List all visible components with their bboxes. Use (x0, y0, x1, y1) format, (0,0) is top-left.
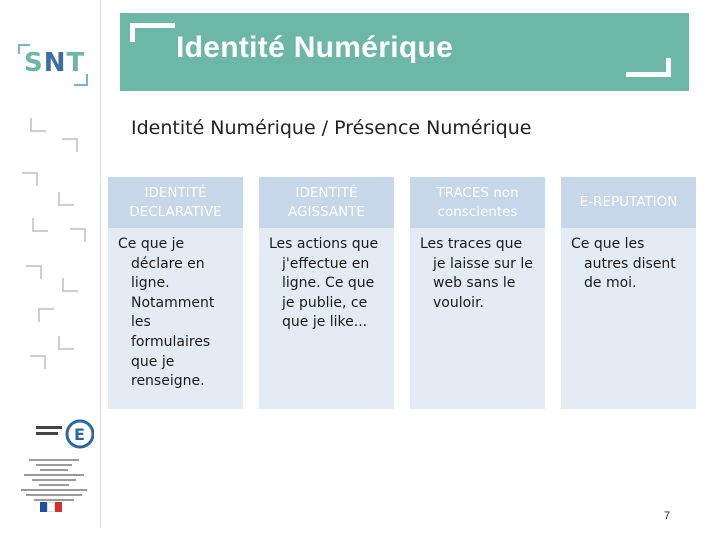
snt-logo (18, 42, 92, 94)
column-body (108, 228, 243, 409)
french-flag-icon (40, 502, 62, 512)
page-number: 7 (664, 510, 671, 522)
column-header: IDENTITÉ AGISSANTE (259, 177, 394, 228)
column-traces (410, 177, 545, 409)
academy-logo-block (10, 412, 94, 512)
column-body-text: Les traces que je laisse sur le web sans le vouloir. (420, 236, 533, 311)
column-body-text: Ce que je déclare en ligne. Notamment les formulaires que je renseigne. (118, 236, 215, 390)
svg-text:E: E (74, 425, 85, 444)
title-banner (120, 13, 689, 91)
sidebar (0, 0, 101, 528)
column-header: IDENTITÉ DECLARATIVE (108, 177, 243, 228)
column-body (259, 228, 394, 409)
slide-subtitle: Identité Numérique / Présence Numérique (131, 117, 532, 139)
column-identite-agissante (259, 177, 394, 409)
ministry-text-lines (14, 456, 94, 504)
column-body (561, 228, 696, 409)
column-e-reputation (561, 177, 696, 409)
snt-logo-text: SNT (24, 48, 86, 78)
column-body (410, 228, 545, 409)
academy-logo-icon (34, 418, 94, 452)
column-identite-declarative (108, 177, 243, 409)
column-body-text: Ce que les autres disent de moi. (571, 236, 676, 292)
bracket-top-left-icon (130, 23, 175, 42)
slide-title: Identité Numérique (176, 31, 454, 64)
decorative-brackets (0, 100, 100, 390)
logo-corner-bottom-right (74, 74, 88, 86)
bracket-bottom-right-icon (626, 58, 671, 77)
column-header: E-REPUTATION (561, 177, 696, 228)
column-header: TRACES non conscientes (410, 177, 545, 228)
column-body-text: Les actions que j'effectue en ligne. Ce que je publie, ce que je like... (269, 236, 379, 331)
